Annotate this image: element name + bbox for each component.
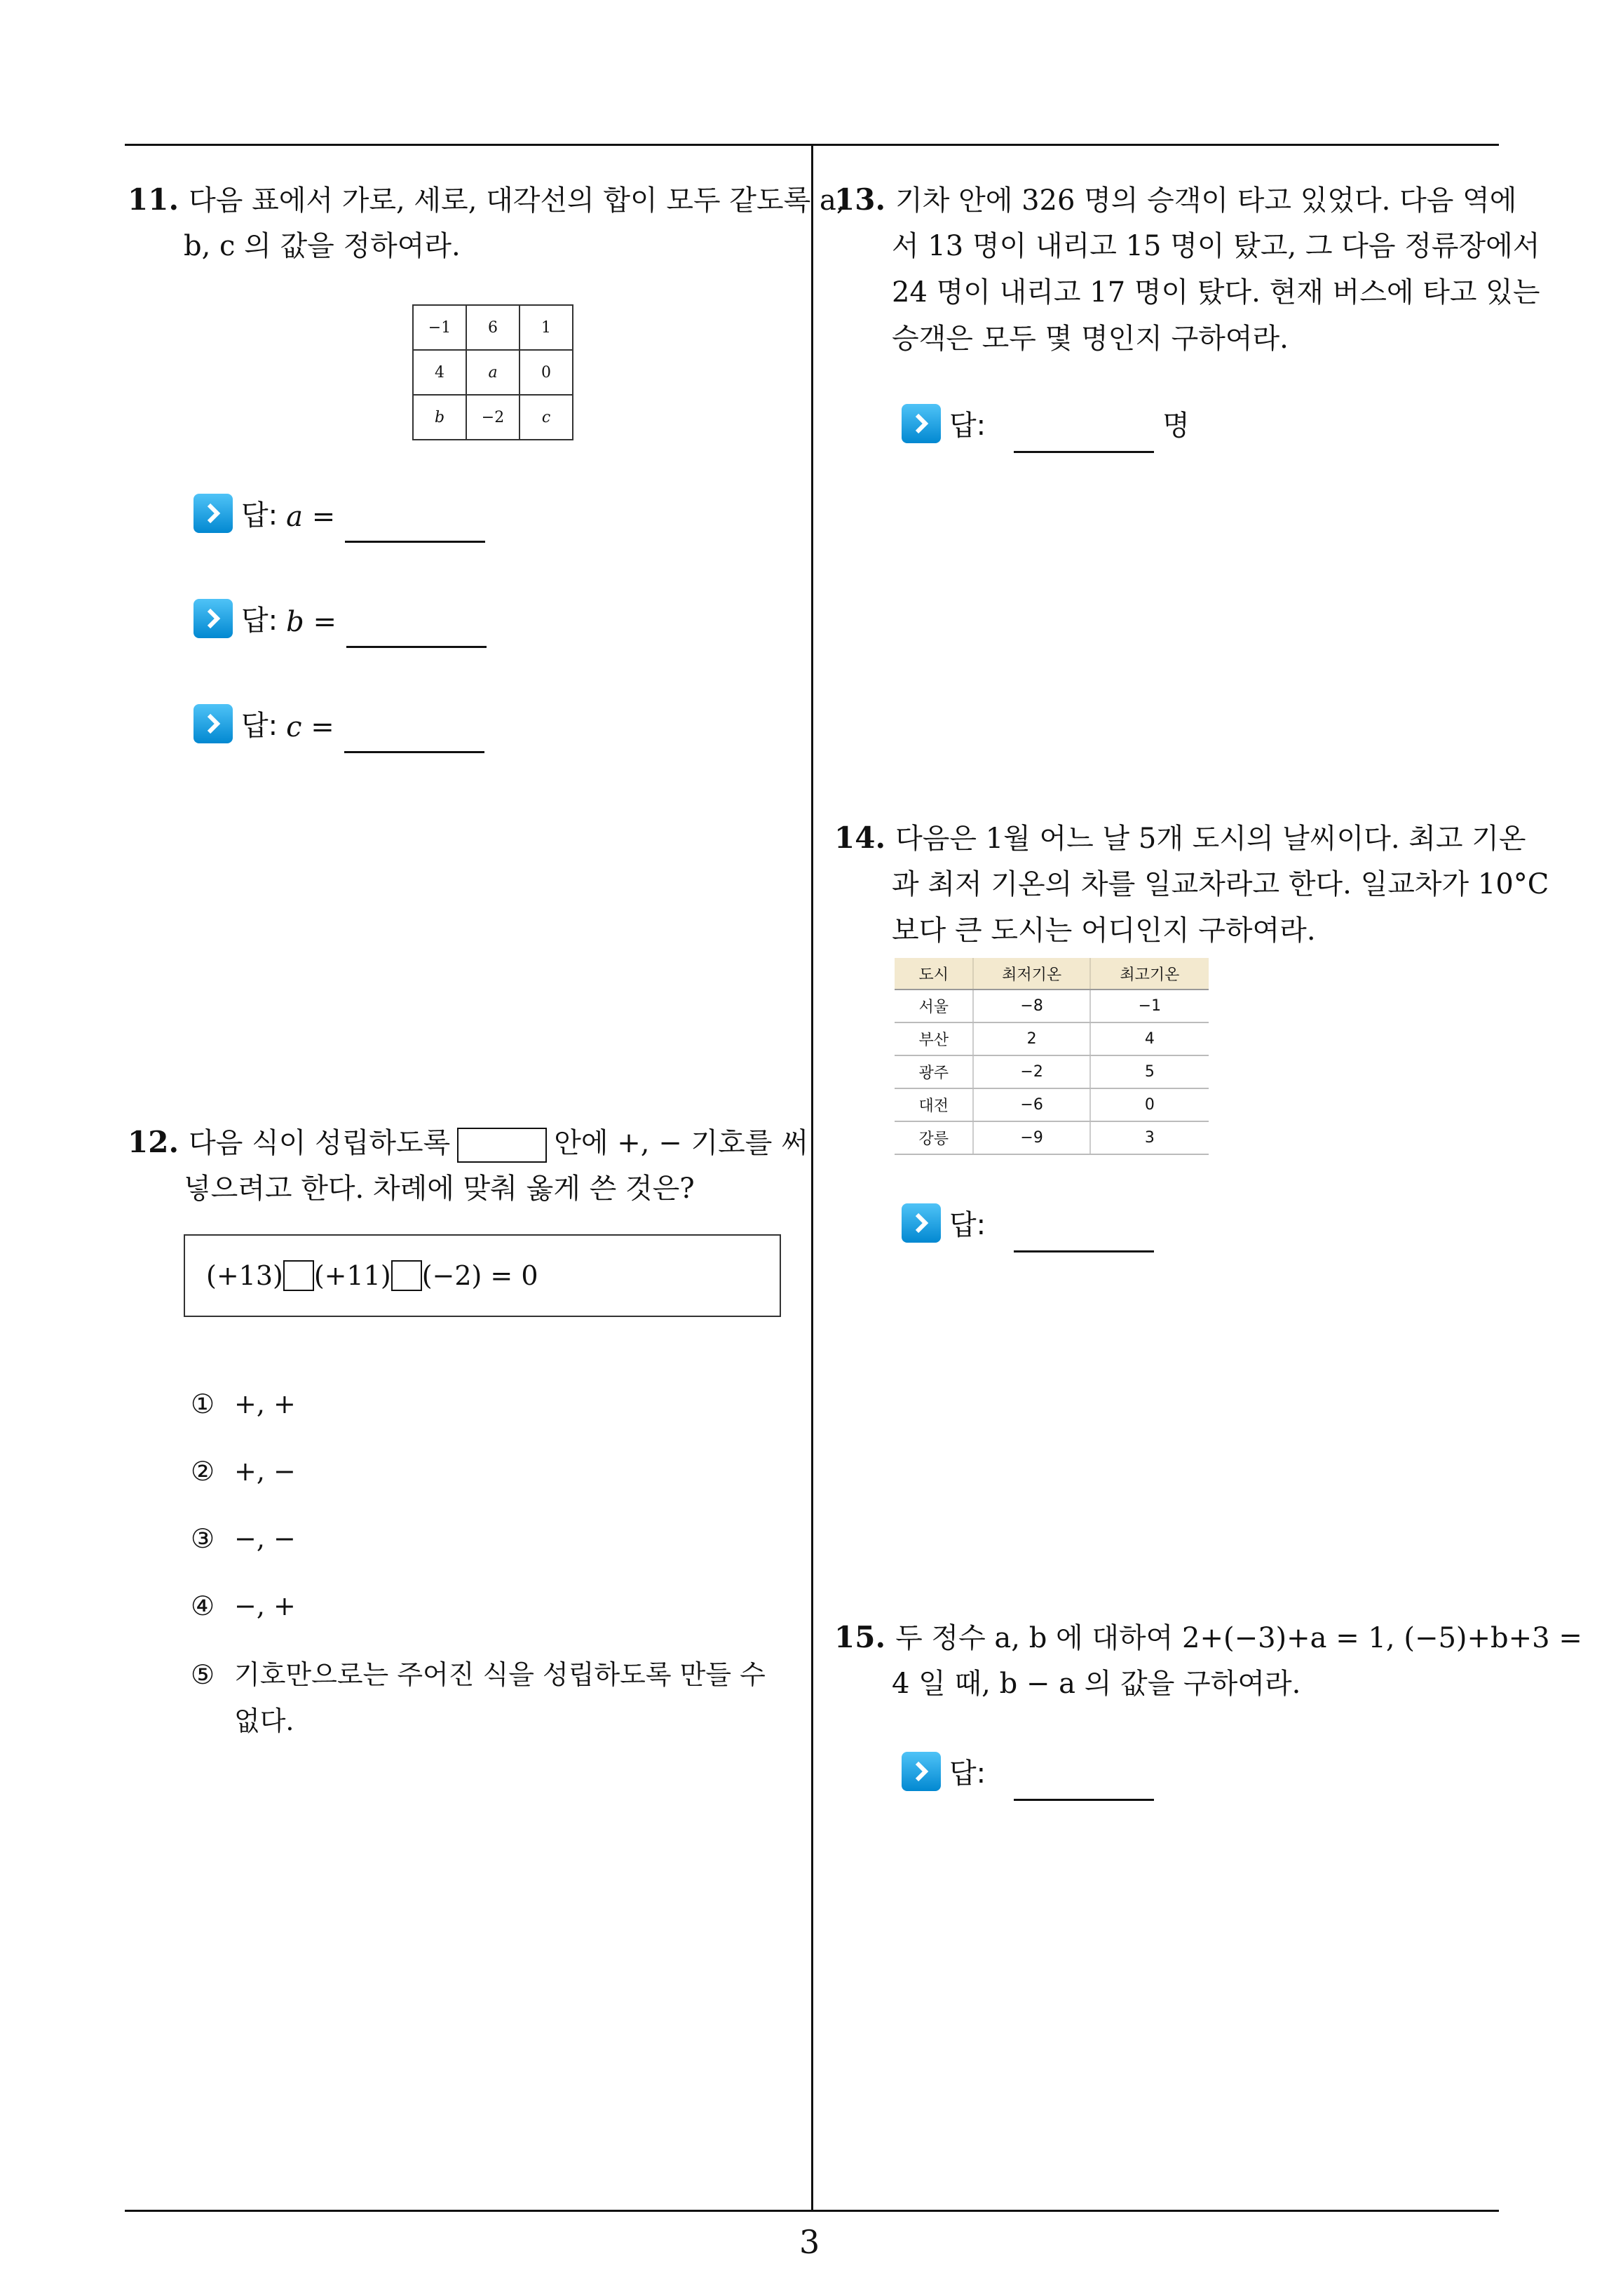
answer-label: 답:: [241, 499, 278, 532]
table-cell: −8: [973, 990, 1089, 1022]
q12-formula-box: [184, 1234, 781, 1317]
answer-label: 답:: [949, 1209, 986, 1241]
table-row: [895, 990, 1209, 1022]
formula-part: (+11): [313, 1260, 391, 1291]
grid-cell: c: [520, 395, 573, 440]
answer-blank[interactable]: [1014, 416, 1154, 453]
chevron-right-icon: [193, 704, 233, 743]
q11-answer-a: [193, 491, 485, 533]
q11-answer-c: [193, 701, 484, 743]
grid-cell: 6: [466, 305, 520, 350]
choice-text: −, −: [234, 1523, 296, 1554]
table-cell: −2: [973, 1055, 1089, 1088]
answer-var: c =: [286, 711, 334, 743]
table-header: 도시: [895, 958, 973, 990]
choice-text: 기호만으로는 주어진 식을 성립하도록 만들 수: [234, 1659, 766, 1690]
q14-text-2: 과 최저 기온의 차를 일교차라고 한다. 일교차가 10°C: [892, 868, 1549, 900]
formula-part: (−2) = 0: [421, 1260, 538, 1291]
q14-text-1: 다음은 1월 어느 날 5개 도시의 날씨이다. 최고 기온: [895, 823, 1526, 855]
answer-blank[interactable]: [344, 716, 484, 753]
chevron-right-icon: [193, 494, 233, 533]
q15-answer: [902, 1749, 1154, 1791]
table-cell: 2: [973, 1022, 1089, 1055]
q12-text-1a: 다음 식이 성립하도록: [189, 1127, 451, 1159]
table-row: [895, 1121, 1209, 1154]
chevron-right-icon: [902, 1203, 941, 1243]
table-cell: 0: [1090, 1088, 1209, 1121]
q13-line1: [834, 177, 1516, 224]
chevron-right-icon: [902, 1752, 941, 1791]
choice-5[interactable]: [191, 1652, 766, 1697]
q11-answer-b: [193, 596, 487, 638]
grid-cell: a: [466, 350, 520, 395]
q12-text-1b: 안에 +, − 기호를 써: [554, 1127, 808, 1159]
grid-cell: 1: [520, 305, 573, 350]
table-cell: 3: [1090, 1121, 1209, 1154]
answer-label: 답:: [949, 410, 986, 442]
formula-blank: [283, 1260, 314, 1291]
answer-blank[interactable]: [1014, 1764, 1154, 1801]
table-cell: 광주: [895, 1055, 973, 1088]
q15-text-1: 두 정수 a, b 에 대하여 2+(−3)+a = 1, (−5)+b+3 =: [895, 1622, 1582, 1654]
answer-label: 답:: [241, 710, 278, 742]
q12-number: 12.: [128, 1125, 179, 1159]
grid-cell: 4: [413, 350, 466, 395]
choice-mark: ④: [191, 1591, 215, 1621]
bottom-rule: [125, 2210, 1499, 2212]
choice-1[interactable]: [191, 1382, 296, 1426]
q11-number: 11.: [128, 182, 179, 217]
answer-blank[interactable]: [1014, 1215, 1154, 1252]
q14-line1: [834, 815, 1526, 862]
table-cell: 대전: [895, 1088, 973, 1121]
blank-box: [457, 1128, 547, 1163]
q11-text-2: b, c 의 값을 정하여라.: [184, 230, 461, 262]
answer-unit: 명: [1162, 410, 1190, 442]
answer-var: a =: [286, 501, 336, 533]
q13-text-2: 서 13 명이 내리고 15 명이 탔고, 그 다음 정류장에서: [892, 230, 1540, 262]
q11-text-1: 다음 표에서 가로, 세로, 대각선의 합이 모두 같도록 a,: [189, 184, 846, 217]
table-cell: 5: [1090, 1055, 1209, 1088]
q15-text-2: 4 일 때, b − a 의 값을 구하여라.: [892, 1668, 1301, 1700]
formula-part: (+13): [206, 1260, 283, 1291]
answer-blank[interactable]: [346, 611, 487, 648]
q14-weather-table: [895, 958, 1209, 1155]
choice-mark: ②: [191, 1456, 215, 1487]
choice-mark: ③: [191, 1523, 215, 1554]
choice-5-cont: 없다.: [234, 1706, 294, 1736]
q15-number: 15.: [834, 1620, 886, 1654]
q11-grid: [412, 304, 573, 440]
q14-answer: [902, 1201, 1154, 1243]
table-row: [895, 1055, 1209, 1088]
choice-4[interactable]: [191, 1583, 296, 1628]
q11-line1: [128, 177, 846, 224]
q13-answer: [902, 401, 1190, 443]
table-cell: 강릉: [895, 1121, 973, 1154]
grid-cell: 0: [520, 350, 573, 395]
grid-cell: −1: [413, 305, 466, 350]
table-cell: 부산: [895, 1022, 973, 1055]
q13-text-4: 승객은 모두 몇 명인지 구하여라.: [892, 323, 1289, 355]
choice-mark: ①: [191, 1389, 215, 1419]
q13-number: 13.: [834, 182, 886, 217]
column-divider: [811, 144, 813, 2211]
answer-label: 답:: [949, 1757, 986, 1790]
q14-number: 14.: [834, 821, 886, 855]
table-cell: −6: [973, 1088, 1089, 1121]
chevron-right-icon: [902, 404, 941, 443]
q15-line1: [834, 1614, 1582, 1661]
choice-text: −, +: [234, 1591, 296, 1621]
table-header: 최고기온: [1090, 958, 1209, 990]
choice-text: +, +: [234, 1389, 296, 1419]
table-cell: 서울: [895, 990, 973, 1022]
table-cell: 4: [1090, 1022, 1209, 1055]
table-cell: −9: [973, 1121, 1089, 1154]
table-row: [895, 1022, 1209, 1055]
grid-cell: b: [413, 395, 466, 440]
table-row: [895, 1088, 1209, 1121]
table-header: 최저기온: [973, 958, 1089, 990]
chevron-right-icon: [193, 599, 233, 638]
grid-cell: −2: [466, 395, 520, 440]
choice-2[interactable]: [191, 1449, 296, 1494]
page-number: 3: [799, 2223, 820, 2261]
answer-label: 답:: [241, 605, 278, 637]
q13-text-1: 기차 안에 326 명의 승객이 타고 있었다. 다음 역에: [895, 184, 1517, 217]
choice-3[interactable]: [191, 1516, 296, 1561]
formula-blank: [391, 1260, 422, 1291]
table-cell: −1: [1090, 990, 1209, 1022]
q12-line1: [128, 1119, 808, 1166]
answer-blank[interactable]: [345, 506, 485, 543]
choice-mark: ⑤: [191, 1659, 215, 1690]
q12-text-2: 넣으려고 한다. 차례에 맞춰 옳게 쓴 것은?: [184, 1173, 695, 1205]
answer-var: b =: [286, 606, 337, 638]
choice-text: +, −: [234, 1456, 296, 1487]
q13-text-3: 24 명이 내리고 17 명이 탔다. 현재 버스에 타고 있는: [892, 276, 1540, 309]
q14-text-3: 보다 큰 도시는 어디인지 구하여라.: [892, 914, 1316, 947]
